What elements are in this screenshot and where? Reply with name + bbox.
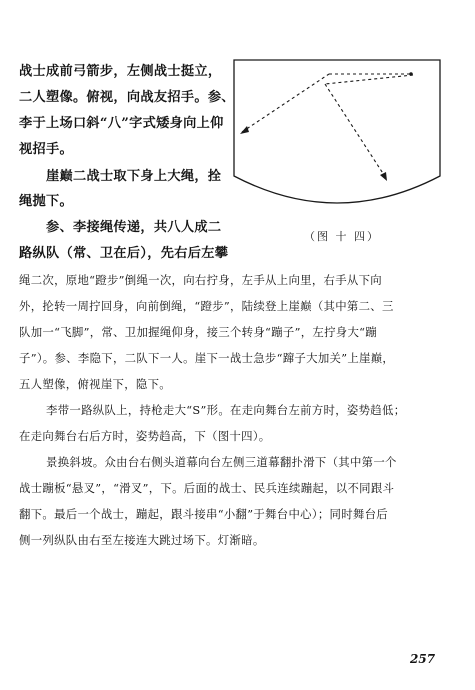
p3-line-4: 外，抡转一周拧回身，向前倒绳，“蹬步”，陆续登上崖巅（其中第二、三 <box>19 299 394 313</box>
stage-diagram <box>232 58 442 224</box>
p1-line-1: 战士成前弓箭步，左侧战士挺立， <box>19 64 222 79</box>
p5-line-2: 战士蹦板“悬叉”，“滑叉”，下。后面的战士、民兵连续蹦起，以不同跟斗 <box>19 481 395 495</box>
p1-line-3: 李于上场口斜“八”字式矮身向上仰 <box>19 116 224 131</box>
p3-line-5: 队加一“飞脚”，常、卫加握绳仰身，接三个转身“蹦子”，左拧身大“蹦 <box>19 325 377 339</box>
arrow-head <box>380 172 387 181</box>
page-number: 257 <box>410 652 436 666</box>
p2-line-1: 崖巅二战士取下身上大绳，拴 <box>46 169 222 184</box>
p4-line-2: 在走向舞台右后方时，姿势趋高，下（图十四）。 <box>19 429 271 443</box>
path-marker <box>409 72 413 76</box>
p1-line-2: 二人塑像。俯视，向战友招手。参、 <box>19 90 235 105</box>
p5-line-3: 翻下。最后一个战士，蹦起，跟斗接串“小翻”于舞台中心）；同时舞台后 <box>19 507 388 521</box>
p3-line-3: 绳二次，原地“蹬步”倒绳一次，向右拧身，左手从上向里，右手从下向 <box>19 273 382 287</box>
p5-line-4: 侧一列纵队由右至左接连大跳过场下。灯渐暗。 <box>19 533 265 547</box>
movement-path <box>242 74 413 178</box>
figure-caption: （图 十 四） <box>304 230 380 243</box>
p5-line-1: 景换斜坡。众由台右侧头道幕向台左侧三道幕翻扑滑下（其中第一个 <box>46 455 397 469</box>
arrow-head <box>240 126 249 134</box>
p2-line-2: 绳抛下。 <box>19 194 73 209</box>
stage-outline <box>234 60 440 203</box>
p3-line-6: 子”）。参、李隐下，二队下一人。崖下一战士急步“蹿子大加关”上崖巅， <box>19 351 395 365</box>
p4-line-1: 李带一路纵队上，持枪走大“S”形。在走向舞台左前方时，姿势趋低； <box>46 403 406 417</box>
p3-line-7: 五人塑像，俯视崖下，隐下。 <box>19 377 171 391</box>
direction-arrows <box>240 126 387 181</box>
p3-line-2: 路纵队（常、卫在后），先右后左攀 <box>19 246 229 261</box>
p1-line-4: 视招手。 <box>19 142 73 157</box>
p3-line-1: 参、李接绳传递，共八人成二 <box>46 220 222 235</box>
